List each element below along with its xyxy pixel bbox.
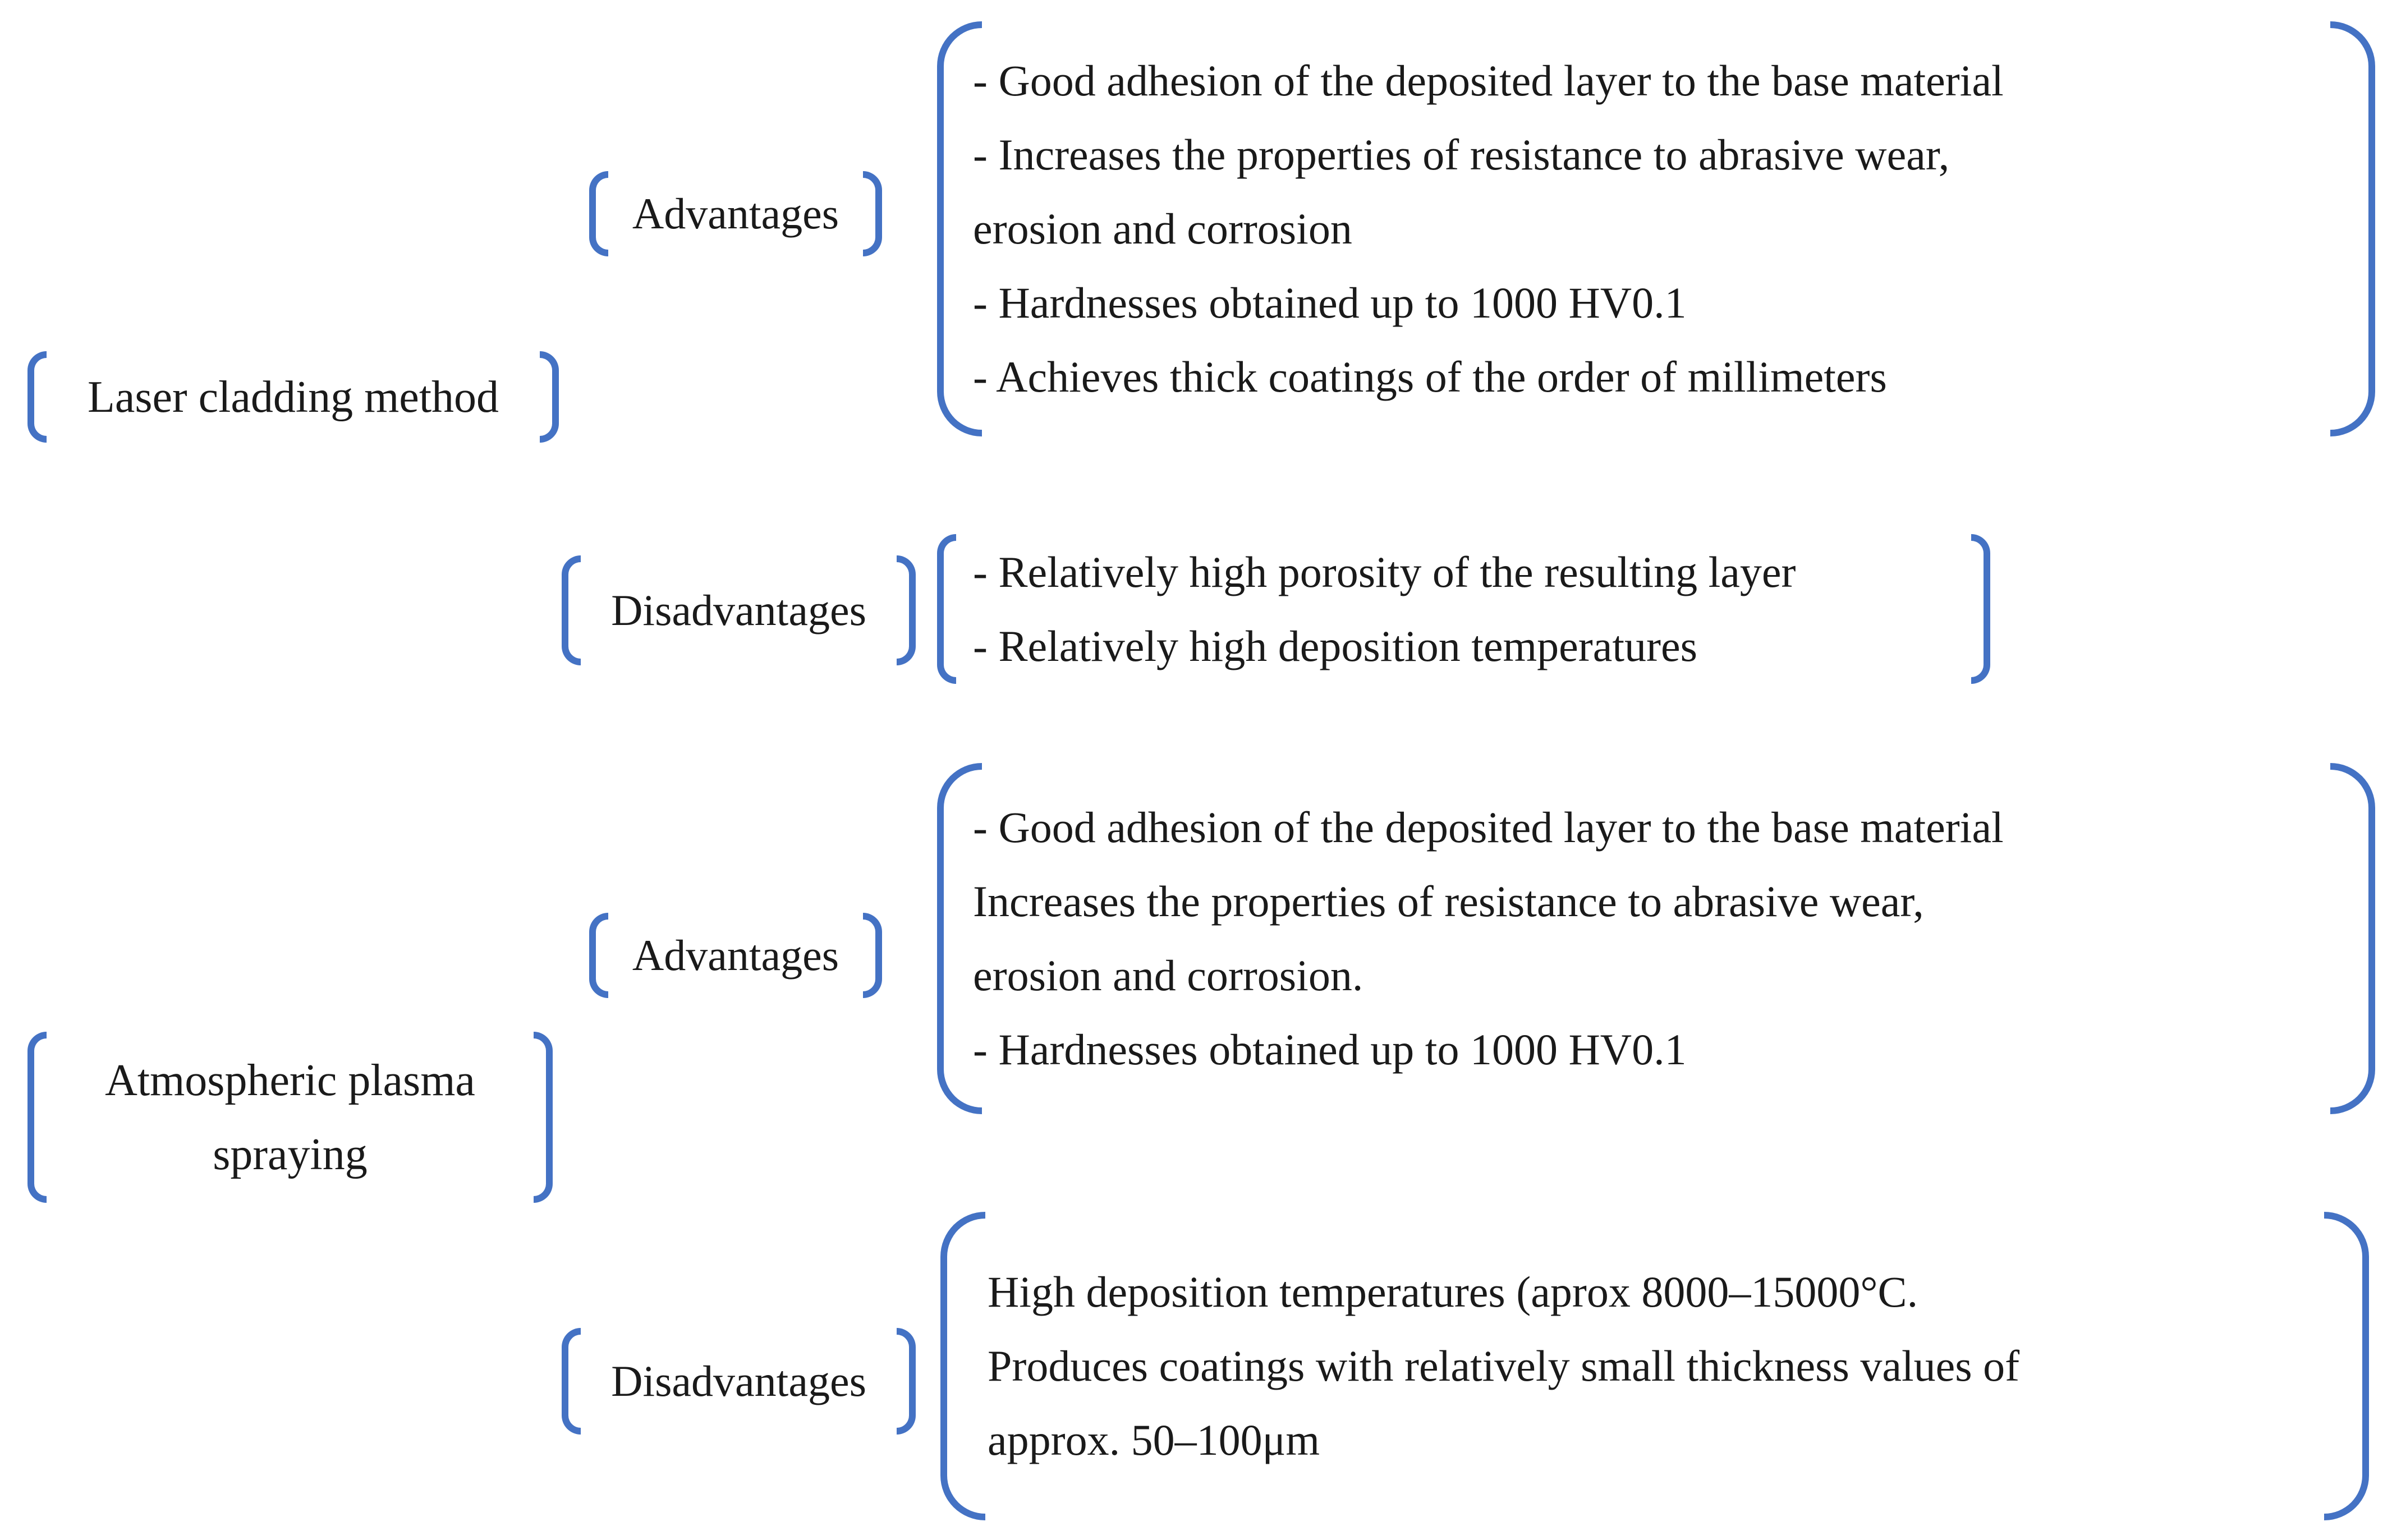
right-bracket-icon xyxy=(1971,534,1990,684)
category-label: Advantages xyxy=(632,189,839,238)
method-label: Laser cladding method xyxy=(87,372,499,422)
list-item: - Good adhesion of the deposited layer to the base material xyxy=(973,803,2004,852)
method-label-line: Atmospheric plasma xyxy=(105,1055,475,1105)
advantages-list-plasma xyxy=(937,763,2375,1114)
disadvantages-list-plasma xyxy=(940,1212,2369,1520)
list-item: - Relatively high porosity of the resulting layer xyxy=(973,547,1796,596)
list-item: approx. 50–100μm xyxy=(988,1415,1320,1464)
list-item: Produces coatings with relatively small thickness values of xyxy=(988,1341,2020,1390)
disadvantages-category-plasma xyxy=(562,1328,916,1435)
category-label: Disadvantages xyxy=(611,1357,866,1405)
list-item: High deposition temperatures (aprox 8000–15000°C. xyxy=(988,1267,1918,1316)
category-label: Advantages xyxy=(632,931,839,980)
left-bracket-icon xyxy=(937,534,956,684)
right-bracket-icon xyxy=(2330,21,2375,436)
advantages-category-plasma xyxy=(589,913,882,998)
method-atmospheric-plasma-spraying xyxy=(27,1032,553,1203)
method-label-line: spraying xyxy=(213,1129,368,1179)
list-item: - Increases the properties of resistance to abrasive wear, xyxy=(973,130,1950,179)
list-item: - Good adhesion of the deposited layer to the base material xyxy=(973,56,2004,105)
right-bracket-icon xyxy=(2330,763,2375,1114)
category-label: Disadvantages xyxy=(611,586,866,635)
list-item: Increases the properties of resistance to abrasive wear, xyxy=(973,877,1924,926)
list-item: - Achieves thick coatings of the order of millimeters xyxy=(973,352,1887,401)
disadvantages-list-laser xyxy=(937,534,1990,684)
left-bracket-icon xyxy=(940,1212,985,1520)
list-item: erosion and corrosion xyxy=(973,204,1352,253)
right-bracket-icon xyxy=(2324,1212,2369,1520)
list-item: - Relatively high deposition temperatures xyxy=(973,621,1697,670)
disadvantages-category-laser xyxy=(562,555,916,665)
advantages-category-laser xyxy=(589,171,882,256)
list-item: erosion and corrosion. xyxy=(973,951,1363,1000)
method-laser-cladding xyxy=(27,351,559,443)
list-item: - Hardnesses obtained up to 1000 HV0.1 xyxy=(973,1025,1687,1074)
advantages-list-laser xyxy=(937,21,2375,436)
list-item: - Hardnesses obtained up to 1000 HV0.1 xyxy=(973,278,1687,327)
